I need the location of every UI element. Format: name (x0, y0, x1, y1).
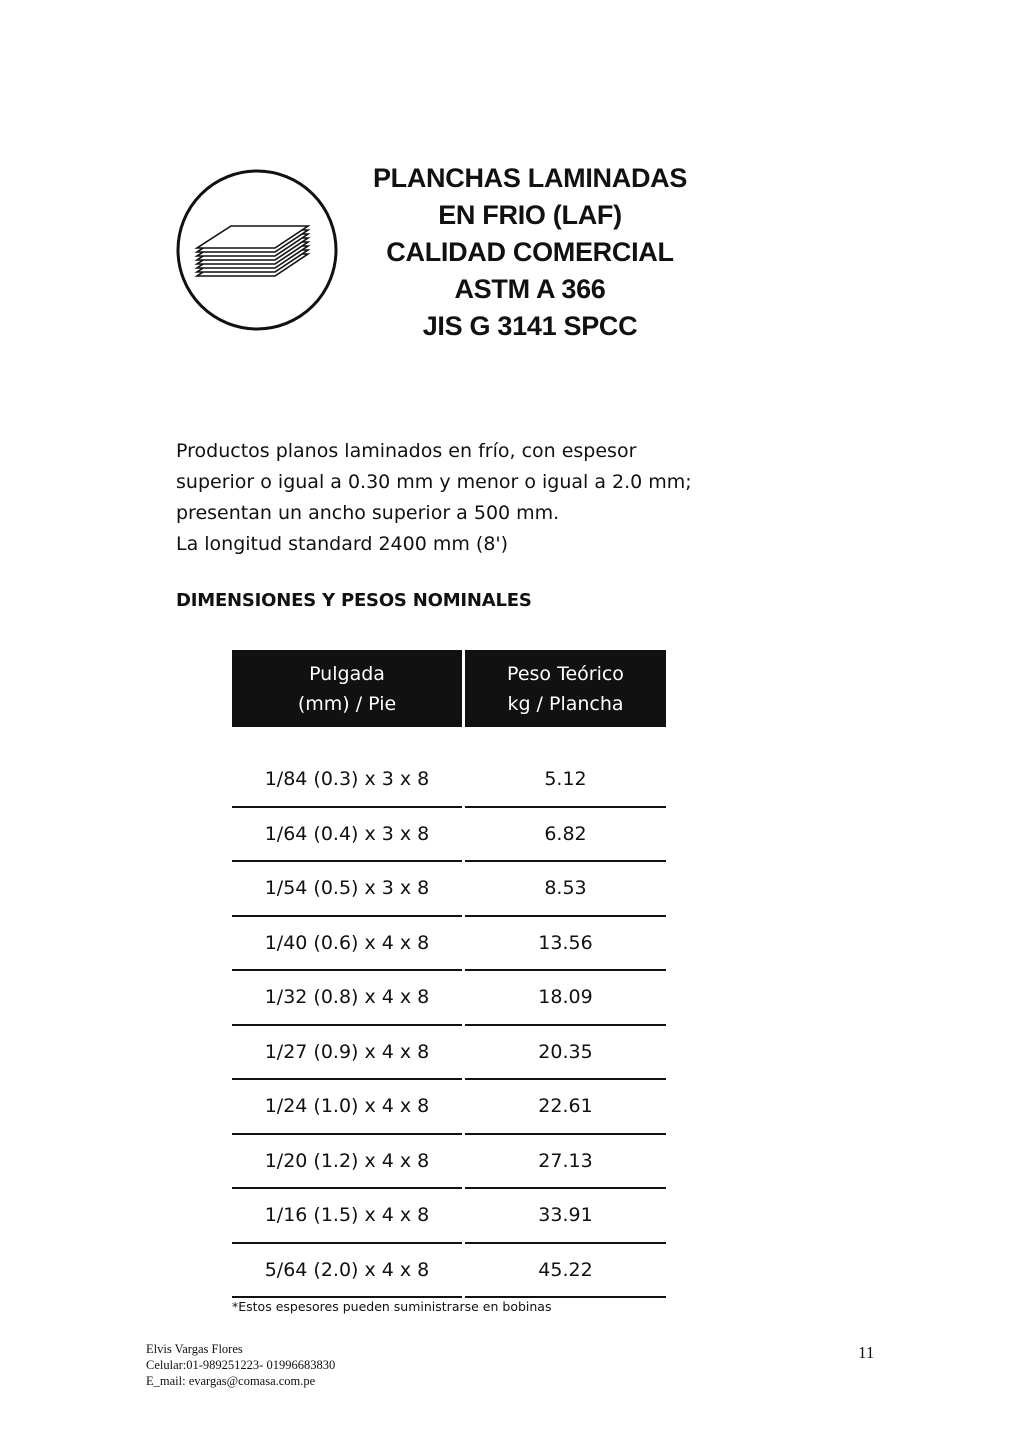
stacked-sheets-icon (175, 168, 339, 332)
table-header (232, 650, 666, 727)
page-number: 11 (858, 1343, 875, 1362)
table-row (232, 753, 666, 808)
header-pulgada (232, 650, 462, 727)
header-pulgada-line-2: (mm) / Pie (297, 692, 397, 715)
size-cell: 1/54 (0.5) x 3 x 8 (232, 862, 462, 917)
header-peso-line-2: kg / Plancha (507, 692, 624, 715)
weight-cell: 27.13 (465, 1135, 666, 1190)
header-peso (465, 650, 666, 727)
intro-line-3: presentan un ancho superior a 500 mm. (176, 502, 560, 524)
size-cell: 1/24 (1.0) x 4 x 8 (232, 1080, 462, 1135)
weight-cell: 45.22 (465, 1244, 666, 1299)
intro-paragraph (176, 436, 736, 560)
section-heading: DIMENSIONES Y PESOS NOMINALES (176, 590, 532, 611)
header-pulgada-line-1: Pulgada (309, 662, 385, 685)
weight-cell: 22.61 (465, 1080, 666, 1135)
table-row (232, 1244, 666, 1299)
intro-line-4: La longitud standard 2400 mm (8') (176, 533, 509, 555)
weight-cell: 20.35 (465, 1026, 666, 1081)
footer-email: E_mail: evargas@comasa.com.pe (146, 1374, 316, 1388)
table-row (232, 1026, 666, 1081)
table-body (232, 753, 666, 1298)
table-row (232, 1189, 666, 1244)
table-row (232, 1135, 666, 1190)
footer-phone: Celular:01-989251223- 01996683830 (146, 1358, 336, 1372)
table-row (232, 917, 666, 972)
size-cell: 5/64 (2.0) x 4 x 8 (232, 1244, 462, 1299)
weight-cell: 5.12 (465, 753, 666, 808)
table-row (232, 1080, 666, 1135)
dimensions-table (232, 650, 666, 1298)
title-line-5: JIS G 3141 SPCC (422, 311, 638, 341)
table-row (232, 862, 666, 917)
weight-cell: 8.53 (465, 862, 666, 917)
page-title (340, 160, 720, 345)
title-line-3: CALIDAD COMERCIAL (386, 237, 674, 267)
weight-cell: 18.09 (465, 971, 666, 1026)
size-cell: 1/20 (1.2) x 4 x 8 (232, 1135, 462, 1190)
size-cell: 1/40 (0.6) x 4 x 8 (232, 917, 462, 972)
title-line-1: PLANCHAS LAMINADAS (372, 163, 688, 193)
size-cell: 1/16 (1.5) x 4 x 8 (232, 1189, 462, 1244)
size-cell: 1/64 (0.4) x 3 x 8 (232, 808, 462, 863)
table-row (232, 971, 666, 1026)
intro-line-1: Productos planos laminados en frío, con espesor (176, 440, 637, 462)
title-line-2: EN FRIO (LAF) (438, 200, 622, 230)
size-cell: 1/27 (0.9) x 4 x 8 (232, 1026, 462, 1081)
footnote: *Estos espesores pueden suministrarse en bobinas (232, 1299, 552, 1314)
weight-cell: 33.91 (465, 1189, 666, 1244)
title-line-4: ASTM A 366 (454, 274, 606, 304)
intro-line-2: superior o igual a 0.30 mm y menor o igual a 2.0 mm; (176, 471, 692, 493)
header-peso-line-1: Peso Teórico (507, 662, 624, 685)
size-cell: 1/32 (0.8) x 4 x 8 (232, 971, 462, 1026)
weight-cell: 13.56 (465, 917, 666, 972)
table-row (232, 808, 666, 863)
weight-cell: 6.82 (465, 808, 666, 863)
footer-contact (146, 1341, 335, 1389)
size-cell: 1/84 (0.3) x 3 x 8 (232, 753, 462, 808)
footer-name: Elvis Vargas Flores (146, 1342, 243, 1356)
